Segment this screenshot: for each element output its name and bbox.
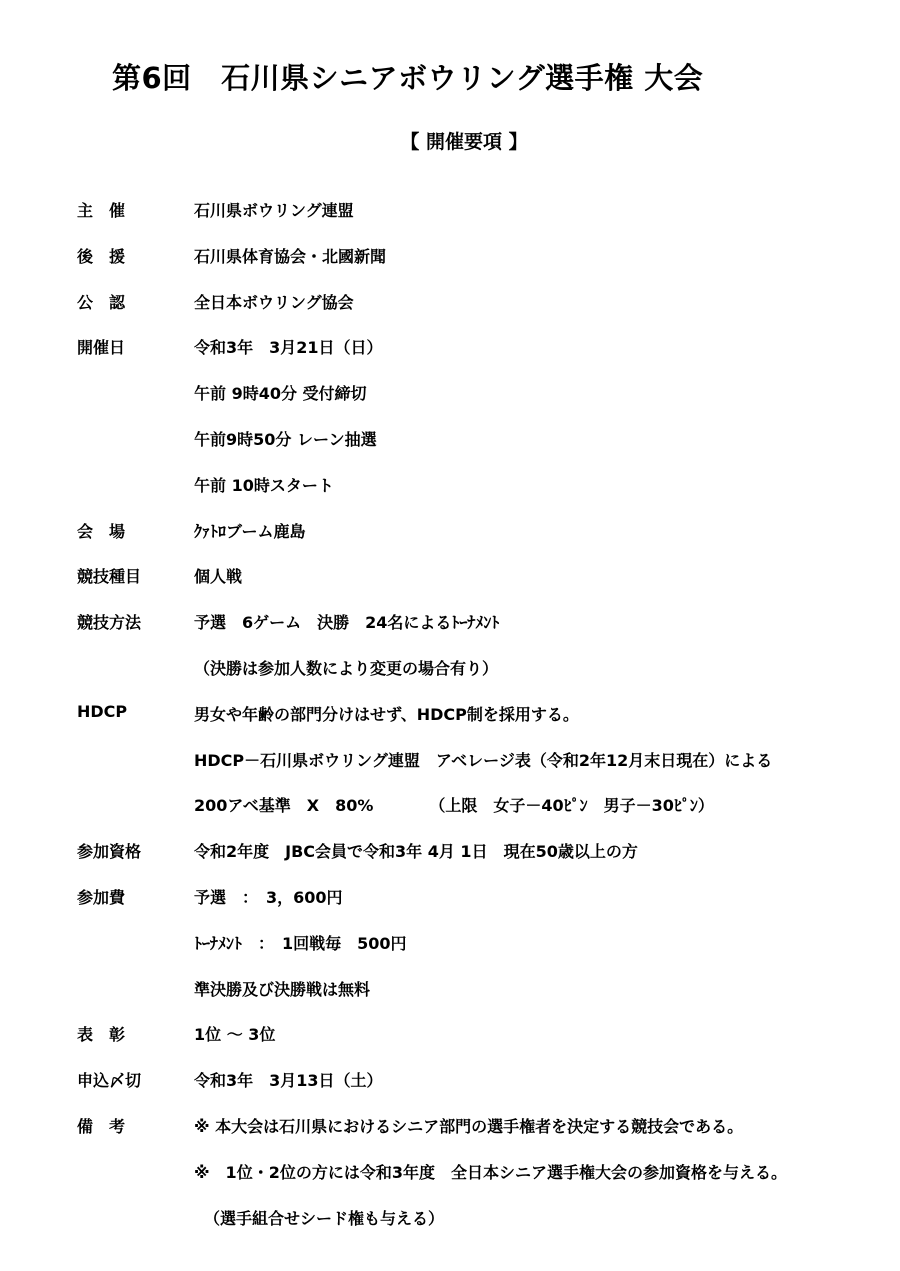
row-value: （選手組合せシード権も与える）	[204, 1208, 445, 1228]
row-value: 全日本ボウリング協会	[194, 292, 354, 312]
row-remarks	[0, 1114, 900, 1160]
row-value: 個人戦	[194, 567, 243, 587]
row-label: 表 彰	[77, 1025, 126, 1045]
row-value: HDCP－石川県ボウリング連盟 アベレージ表（令和2年12月末日現在）による	[194, 750, 773, 770]
row-label: 参加費	[77, 887, 126, 907]
row-certification	[0, 290, 900, 336]
row-fee-tournament	[0, 931, 900, 977]
row-value: 石川県体育協会・北國新聞	[194, 246, 387, 266]
row-venue	[0, 519, 900, 565]
row-value: 石川県ボウリング連盟	[194, 201, 354, 220]
document-subtitle: 【 開催要項 】	[400, 131, 528, 153]
row-value: 令和3年 3月13日（土）	[194, 1071, 383, 1091]
row-value: （決勝は参加人数により変更の場合有り）	[194, 658, 499, 678]
row-lane-draw	[0, 427, 900, 473]
row-value: 午前9時50分 レーン抽選	[194, 429, 377, 449]
row-method-note	[0, 656, 900, 702]
row-sponsor	[0, 244, 900, 290]
row-start-time	[0, 473, 900, 519]
row-awards	[0, 1022, 900, 1068]
row-value: 200アベ基準 X 80% （上限 女子－40ﾋﾟﾝ 男子－30ﾋﾟﾝ）	[194, 796, 714, 816]
row-value: 予選 ： 3，600円	[194, 887, 343, 907]
row-label: 参加資格	[77, 842, 142, 862]
row-label: 公 認	[77, 292, 126, 312]
row-fee	[0, 885, 900, 931]
row-event-type	[0, 564, 900, 610]
row-value: 予選 6ゲーム 決勝 24名によるﾄｰﾅﾒﾝﾄ	[194, 613, 500, 633]
row-date	[0, 335, 900, 381]
row-hdcp-table	[0, 748, 900, 794]
row-label: 備 考	[77, 1116, 126, 1136]
row-value: ※ 1位・2位の方には令和3年度 全日本シニア選手権大会の参加資格を与える。	[194, 1162, 787, 1182]
row-remarks-seed	[0, 1206, 900, 1252]
row-label: 申込〆切	[77, 1071, 142, 1091]
row-value: ※ 本大会は石川県におけるシニア部門の選手権者を決定する競技会である。	[194, 1116, 744, 1136]
row-value: 男女や年齢の部門分けはせず、HDCP制を採用する。	[194, 704, 579, 724]
row-hdcp	[0, 702, 900, 748]
row-application-deadline	[0, 1068, 900, 1114]
row-label: 会 場	[77, 521, 126, 541]
row-value: 準決勝及び決勝戦は無料	[194, 979, 371, 999]
row-remarks-qualification	[0, 1160, 900, 1206]
row-label: 競技方法	[77, 613, 142, 633]
row-value: 1位 ～ 3位	[194, 1025, 276, 1045]
row-label: 競技種目	[77, 567, 142, 587]
row-value: 令和3年 3月21日（日）	[194, 338, 383, 358]
row-competition-method	[0, 610, 900, 656]
row-value: 令和2年度 JBC会員で令和3年 4月 1日 現在50歳以上の方	[194, 842, 638, 862]
row-value: ﾄｰﾅﾒﾝﾄ ： 1回戦毎 500円	[194, 933, 407, 953]
row-eligibility	[0, 839, 900, 885]
row-hdcp-standard	[0, 793, 900, 839]
row-label: 開催日	[77, 338, 126, 358]
row-label: 主 催	[77, 201, 126, 220]
row-value: ｸｧﾄﾛブーム鹿島	[194, 521, 306, 541]
document-title: 第6回 石川県シニアボウリング選手権 大会	[112, 61, 704, 95]
requirements-list	[0, 198, 900, 1251]
row-label: HDCP	[77, 701, 128, 721]
row-value: 午前 9時40分 受付締切	[194, 384, 367, 404]
row-organizer	[0, 198, 900, 244]
row-value: 午前 10時スタート	[194, 475, 334, 495]
row-reception-deadline	[0, 381, 900, 427]
row-fee-free	[0, 977, 900, 1023]
row-label: 後 援	[77, 246, 126, 266]
